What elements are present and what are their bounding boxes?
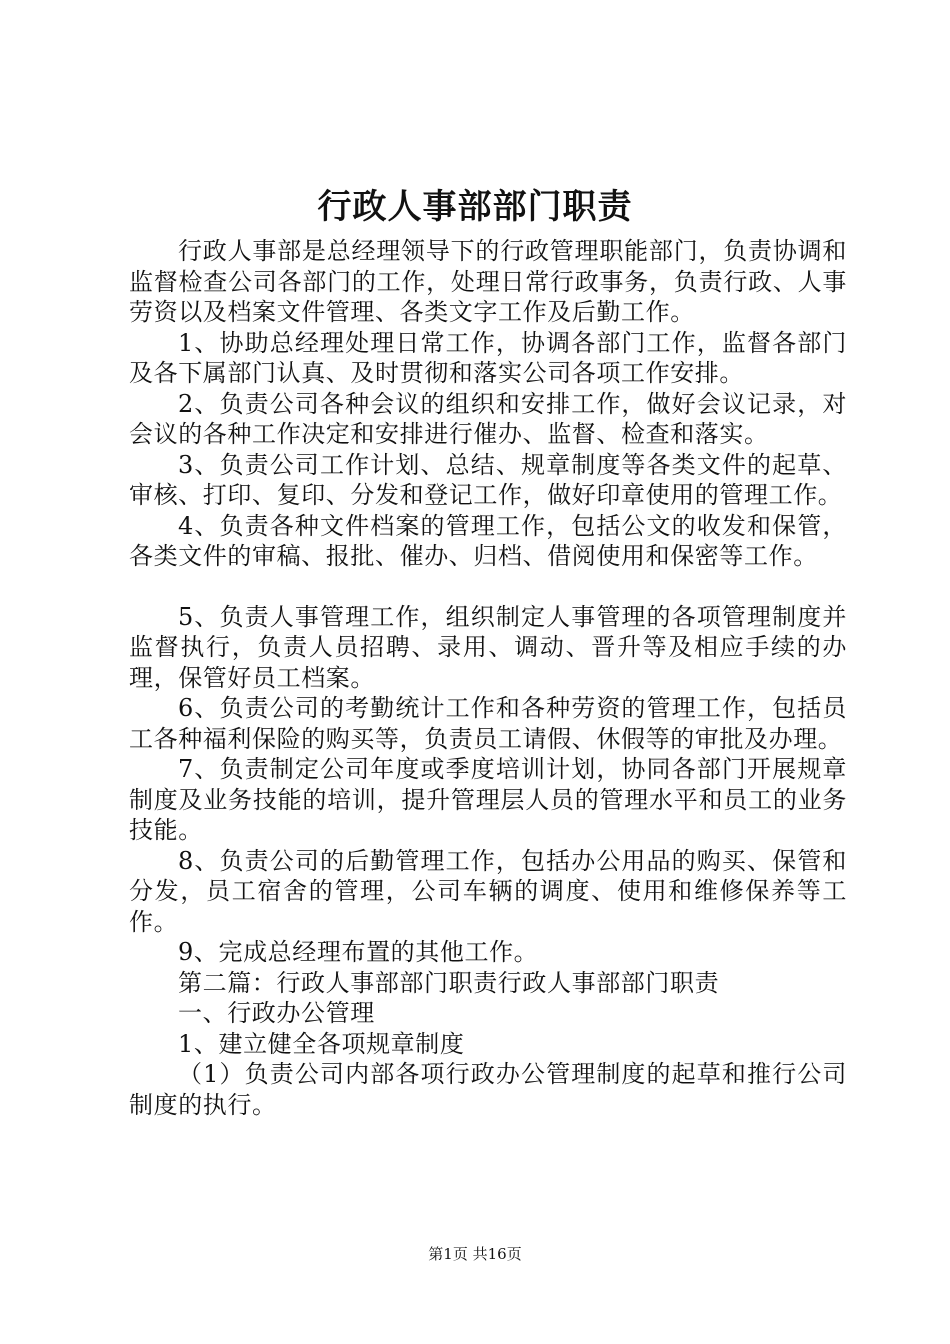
document-body bbox=[129, 236, 847, 1120]
duty-item-3: 3、负责公司工作计划、总结、规章制度等各类文件的起草、审核、打印、复印、分发和登记工作，做好印章使用的管理工作。 bbox=[129, 450, 847, 509]
duty-item-8: 8、负责公司的后勤管理工作，包括办公用品的购买、保管和分发，员工宿舍的管理，公司车辆的调度、使用和维修保养等工作。 bbox=[129, 846, 847, 936]
section-heading-admin: 一、行政办公管理 bbox=[178, 999, 375, 1027]
duty-item-9: 9、完成总经理布置的其他工作。 bbox=[178, 938, 539, 966]
rule-item-1: （1）负责公司内部各项行政办公管理制度的起草和推行公司制度的执行。 bbox=[129, 1060, 847, 1119]
duty-item-6: 6、负责公司的考勤统计工作和各种劳资的管理工作，包括员工各种福利保险的购买等，负责员工请假、休假等的审批及办理。 bbox=[129, 694, 847, 753]
page-footer: 第1页 共16页 bbox=[428, 1245, 522, 1263]
duty-item-2: 2、负责公司各种会议的组织和安排工作，做好会议记录，对会议的各种工作决定和安排进行催办、监督、检查和落实。 bbox=[129, 389, 847, 448]
subsection-heading-rules: 1、建立健全各项规章制度 bbox=[178, 1029, 465, 1058]
intro-paragraph: 行政人事部是总经理领导下的行政管理职能部门，负责协调和监督检查公司各部门的工作，处理日常行政事务，负责行政、人事劳资以及档案文件管理、各类文字工作及后勤工作。 bbox=[129, 237, 847, 326]
document-title: 行政人事部部门职责 bbox=[317, 187, 633, 227]
duty-item-1: 1、协助总经理处理日常工作，协调各部门工作，监督各部门及各下属部门认真、及时贯彻和落实公司各项工作安排。 bbox=[129, 328, 847, 387]
duty-item-4: 4、负责各种文件档案的管理工作，包括公文的收发和保管，各类文件的审稿、报批、催办、归档、借阅使用和保密等工作。 bbox=[129, 511, 847, 570]
duty-item-5: 5、负责人事管理工作，组织制定人事管理的各项管理制度并监督执行，负责人员招聘、录用、调动、晋升等及相应手续的办理，保管好员工档案。 bbox=[129, 602, 847, 692]
duty-item-7: 7、负责制定公司年度或季度培训计划，协同各部门开展规章制度及业务技能的培训，提升管理层人员的管理水平和员工的业务技能。 bbox=[129, 755, 847, 844]
section-heading-part-two: 第二篇：行政人事部部门职责行政人事部部门职责 bbox=[178, 968, 720, 997]
